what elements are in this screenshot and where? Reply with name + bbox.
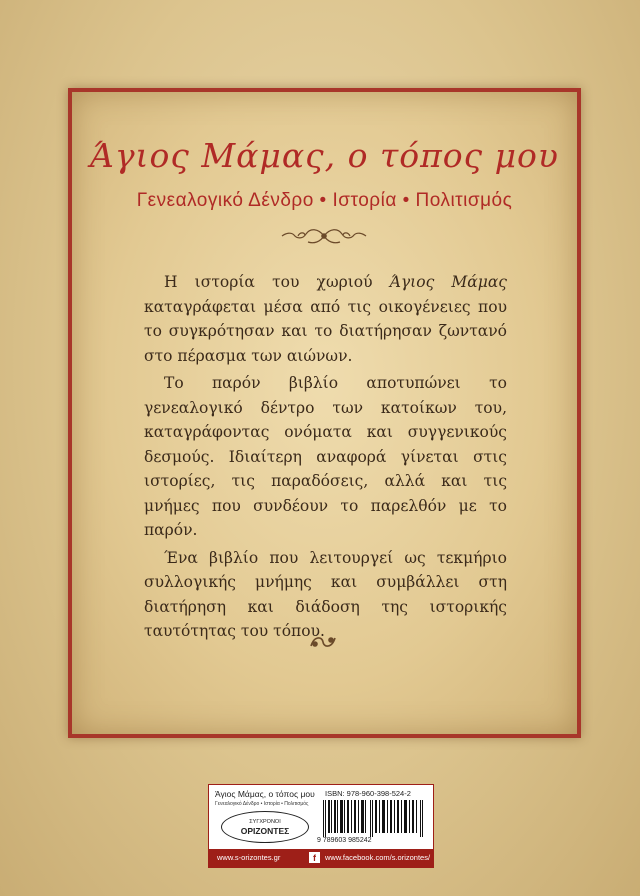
- publisher-line-2: ΟΡΙΖΟΝΤΕΣ: [240, 826, 290, 836]
- website-link[interactable]: www.s-orizontes.gr: [217, 853, 281, 862]
- barcode-panel: [208, 784, 434, 868]
- barcode-book-title: Άγιος Μάμας, ο τόπος μου: [215, 789, 315, 799]
- cover-frame: [68, 88, 581, 738]
- facebook-icon: f: [309, 852, 320, 863]
- scroll-ornament-icon: [278, 224, 370, 248]
- facebook-link[interactable]: www.facebook.com/s.orizontes/: [325, 853, 431, 862]
- barcode-digits: 9 789603 985242: [317, 837, 372, 844]
- publisher-line-1: ΣΥΓΧΡΟΝΟΙ: [249, 819, 281, 825]
- book-subtitle: Γενεαλογικό Δένδρο • Ιστορία • Πολιτισμός: [136, 190, 513, 211]
- paragraph-3: Ένα βιβλίο που λειτουργεί ως τεκμήριο συλλογικής μνήμης και συμβάλλει στη διατήρηση και διάδοση της ιστορικής ταυτότητας του τόπου.: [144, 548, 507, 640]
- book-title: Άγιος Μάμας, ο τόπος μου: [90, 136, 559, 175]
- description: [144, 270, 507, 644]
- barcode-book-subtitle: Γενεαλογικό Δένδρο • Ιστορία • Πολιτισμός: [215, 801, 309, 807]
- isbn-label: ISBN: 978-960-398-524-2: [325, 789, 411, 798]
- swirl-ornament-icon: [308, 632, 338, 652]
- paragraph-1: Η ιστορία του χωριού Άγιος Μάμας καταγράφεται μέσα από τις οικογένειες που το συγκρότησαν και το διατήρησαν ζωντανό στο πέρασμα των αιώνων.: [144, 273, 507, 365]
- barcode-graphic: [321, 800, 427, 837]
- paragraph-2: Το παρόν βιβλίο αποτυπώνει το γενεαλογικό δέντρο των κατοίκων του, καταγράφοντας ονόματα και συγγενικούς δεσμούς. Ιδιαίτερη αναφορά γίνεται στις ιστορίες, τις παραδόσεις, αλλά και τις μνήμες που συνδέουν το παρελθόν με το παρόν.: [144, 374, 507, 539]
- publisher-logo: [221, 811, 309, 843]
- village-name: Άγιος Μάμας: [389, 273, 507, 291]
- publisher-footer: [209, 849, 433, 867]
